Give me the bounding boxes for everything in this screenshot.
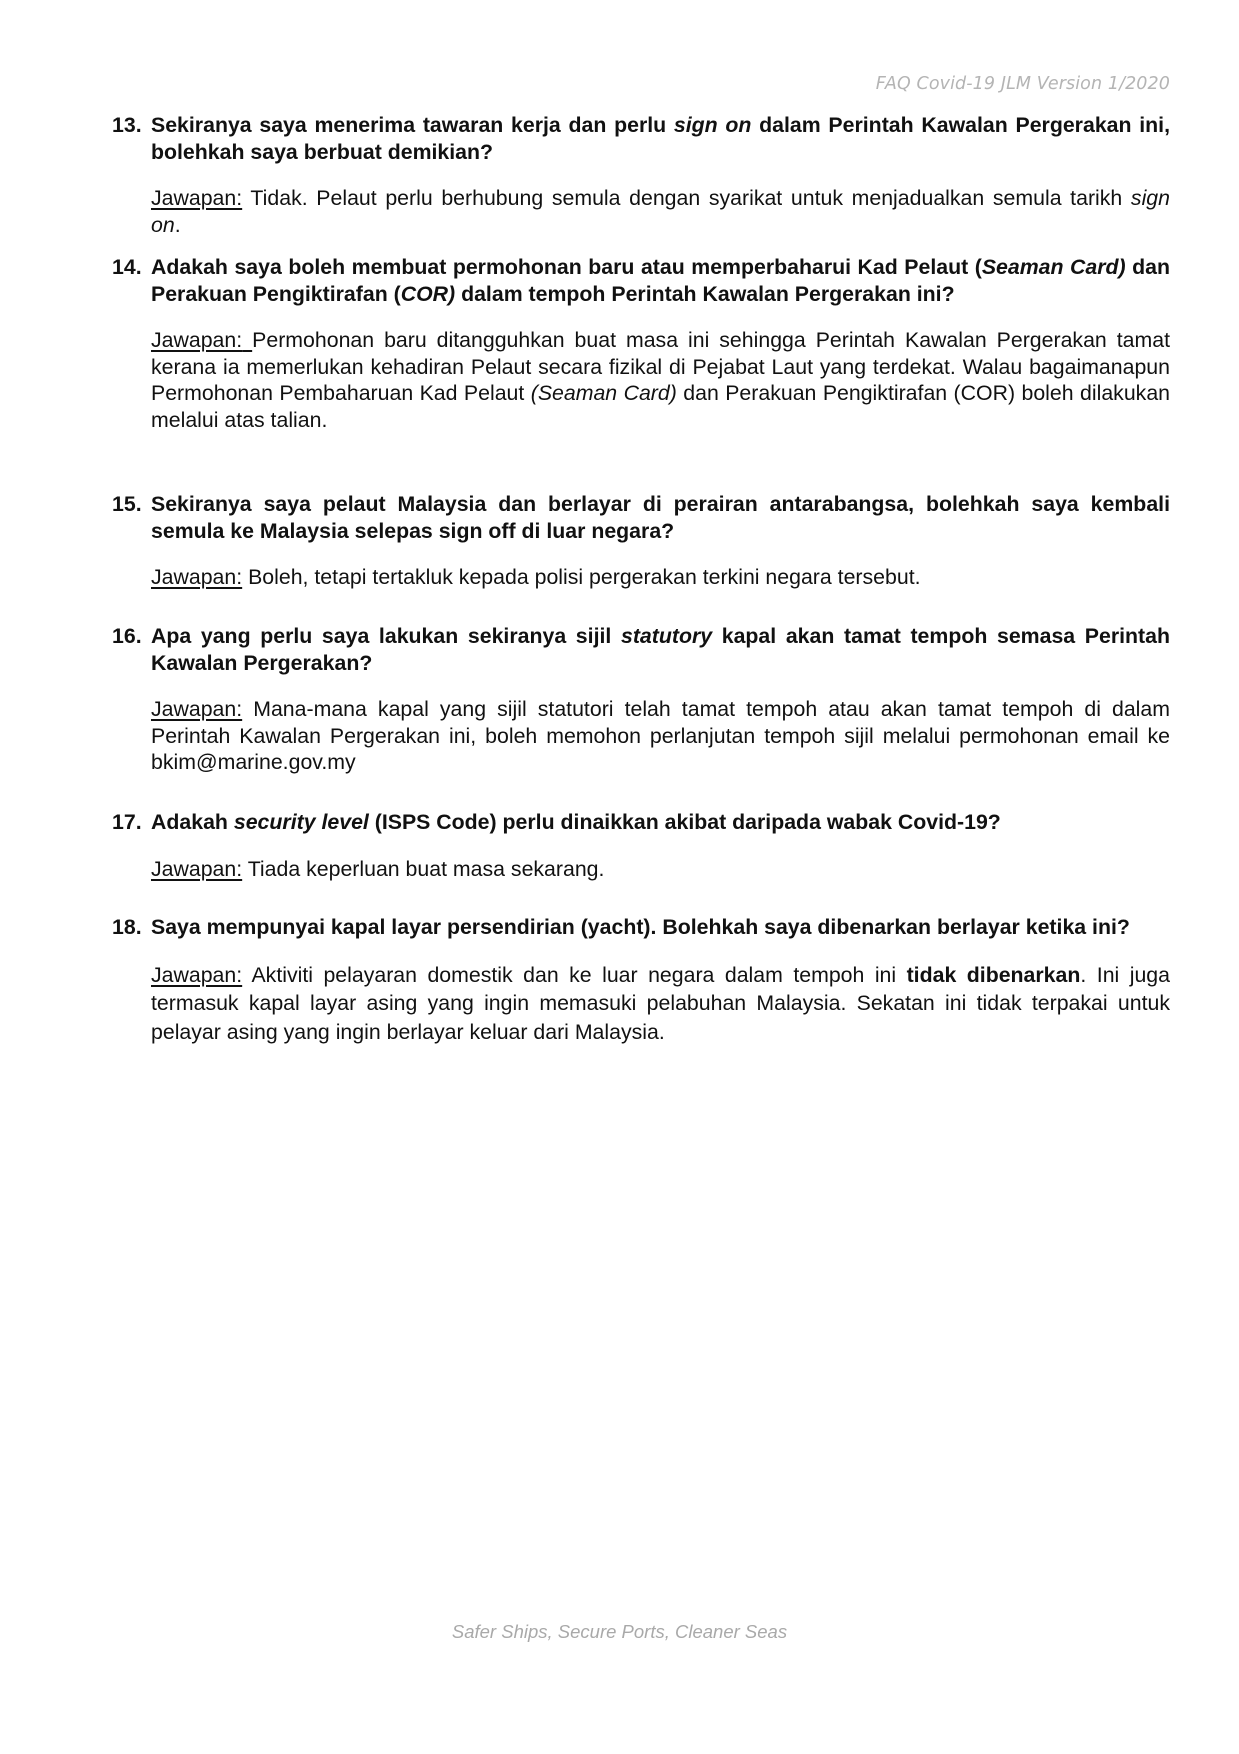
faq-item-17 [112, 809, 1170, 882]
faq-answer: Jawapan: Tiada keperluan buat masa sekarang. [151, 856, 605, 881]
faq-item-13 [112, 112, 1170, 238]
answer-label: Jawapan: [151, 565, 243, 589]
footer-tagline: Safer Ships, Secure Ports, Cleaner Seas [451, 1621, 788, 1642]
question-number: 17. [112, 810, 142, 834]
faq-answer: Jawapan: Aktiviti pelayaran domestik dan ke luar negara dalam tempoh ini tidak dibenarkan. Ini juga termasuk kapal layar asing yang ingin memasuki pelabuhan Malaysia. Sekatan ini tidak terpakai untuk pelayar asing yang ingin berlayar keluar dari Malaysia. [151, 962, 1170, 1044]
faq-question: 16. Apa yang perlu saya lakukan sekiranya sijil statutory kapal akan tamat tempoh semasa Perintah Kawalan Pergerakan? [112, 624, 1170, 675]
question-number: 15. [112, 492, 142, 516]
faq-question: 14. Adakah saya boleh membuat permohonan baru atau memperbaharui Kad Pelaut (Seaman Card) dan Perakuan Pengiktirafan (COR) dalam tempoh Perintah Kawalan Pergerakan ini? [112, 255, 1170, 306]
faq-item-16 [112, 623, 1170, 776]
answer-label: Jawapan: [151, 186, 243, 210]
faq-item-14 [112, 254, 1170, 433]
question-number: 16. [112, 624, 142, 648]
emphasis-not-allowed: tidak dibenarkan [906, 962, 1081, 987]
question-number: 13. [112, 113, 142, 137]
faq-question: 18. Saya mempunyai kapal layar persendirian (yacht). Bolehkah saya dibenarkan berlayar ketika ini? [112, 915, 1130, 939]
answer-label: Jawapan: [151, 962, 243, 987]
faq-question: 17. Adakah security level (ISPS Code) perlu dinaikkan akibat daripada wabak Covid-19? [112, 810, 1001, 834]
faq-item-18 [112, 914, 1170, 1046]
faq-item-15 [112, 491, 1170, 591]
faq-answer: Jawapan: Permohonan baru ditangguhkan buat masa ini sehingga Perintah Kawalan Pergerakan tamat kerana ia memerlukan kehadiran Pelaut secara fizikal di Pejabat Laut yang terdekat. Walau bagaimanapun Permohonan Pembaharuan Kad Pelaut (Seaman Card) dan Perakuan Pengiktirafan (COR) boleh dilakukan melalui atas talian. [151, 328, 1171, 432]
faq-question: 13. Sekiranya saya menerima tawaran kerja dan perlu sign on dalam Perintah Kawalan Pergerakan ini, bolehkah saya berbuat demikian? [112, 113, 1171, 164]
question-number: 18. [112, 915, 142, 939]
header-version-note: FAQ Covid-19 JLM Version 1/2020 [875, 74, 1170, 94]
faq-question: 15. Sekiranya saya pelaut Malaysia dan berlayar di perairan antarabangsa, bolehkah saya kembali semula ke Malaysia selepas sign off di luar negara? [112, 492, 1170, 543]
answer-label: Jawapan: [151, 328, 243, 352]
faq-answer: Jawapan: Boleh, tetapi tertakluk kepada polisi pergerakan terkini negara tersebut. [151, 565, 921, 589]
faq-answer: Jawapan: Mana-mana kapal yang sijil statutori telah tamat tempoh atau akan tamat tempoh di dalam Perintah Kawalan Pergerakan ini, boleh memohon perlanjutan tempoh sijil melalui permohonan email ke bkim@marine.gov.my [151, 697, 1170, 774]
answer-label: Jawapan: [151, 697, 243, 721]
question-number: 14. [112, 255, 142, 279]
faq-answer: Jawapan: Tidak. Pelaut perlu berhubung semula dengan syarikat untuk menjadualkan semula tarikh sign on. [151, 186, 1170, 237]
answer-label: Jawapan: [151, 856, 243, 881]
